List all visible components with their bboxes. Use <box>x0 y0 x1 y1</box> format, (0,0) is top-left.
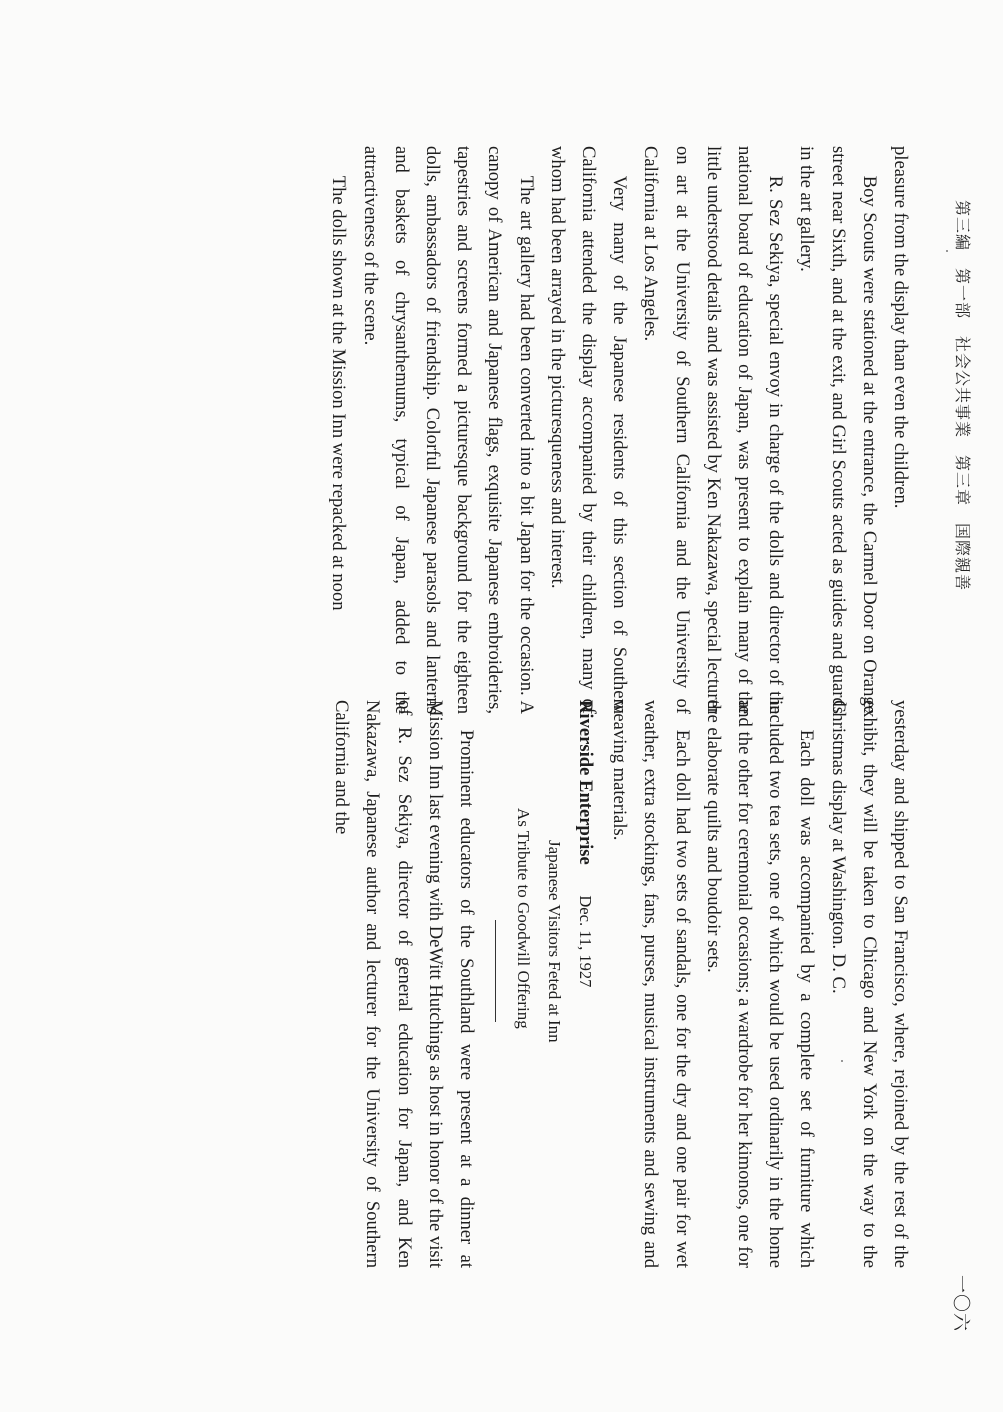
paragraph: Prominent educators of the Southland were present at a dinner at Mission Inn last evening with DeWitt Hutchings as host in honor of the visit of R. Sez Sekiya, director of general education for Japan, and Ken Nakazawa, Japanese author and lecturer for the University of Southern California and the <box>331 700 477 1268</box>
paragraph: pleasure from the display than even the children. <box>890 146 911 509</box>
newspaper-name: Riverside Enterprise <box>574 700 596 865</box>
running-title: 第三編 第一部 社会公共事業 第三章 国際親善 <box>953 200 972 592</box>
headline: Japanese Visitors Feted at Inn <box>544 840 564 1043</box>
right-column <box>326 700 916 1268</box>
newspaper-date: Dec. 11, 1927 <box>575 895 595 988</box>
paragraph: The art gallery had been converted into a bit Japan for the occasion. A canopy of American and Japanese flags, exquisite Japanese embroideries, tapestries and screens formed a picturesque background for the eighteen dolls, ambassadors of friendship. Colorful Japanese parasols and lanterns and baskets of chrysanthemums, typical of Japan, added to the attractiveness of the scene. <box>359 146 537 714</box>
subheadline: As Tribute to Goodwill Offering <box>513 808 533 1029</box>
scan-speck <box>946 250 948 252</box>
divider-rule <box>495 920 496 1022</box>
paragraph: Boy Scouts were stationed at the entrance, the Carmel Door on Orange street near Sixth, and at the exit, and Girl Scouts acted as guides and guards in the art gallery. <box>796 146 880 714</box>
paragraph: Each doll was accompanied by a complete set of furniture which included two tea sets, one of which would be used ordinarily in the home and the other for ceremonial occasions; a wardrobe for her kimonos, one for the elaborate quilts and boudoir sets. <box>702 700 818 1268</box>
page-header <box>945 200 975 1332</box>
paragraph: yesterday and shipped to San Francisco, where, rejoined by the rest of the exhibit, they will be taken to Chicago and New York on the way to the Christmas display at Washington. D. C. <box>827 700 911 1268</box>
paragraph: Very many of the Japanese residents of this section of Southern California attended the display accompanied by their children, many of whom had been arrayed in the picturesqueness and interest. <box>546 146 631 714</box>
left-column <box>323 146 916 714</box>
paragraph: The dolls shown at the Mission Inn were repacked at noon <box>328 175 350 611</box>
paragraph: R. Sez Sekiya, special envoy in charge of the dolls and director of the national board of education of Japan, was present to explain many of the little understood details and was assisted by Ken Nakazawa, special lecturer on art at the University of Southern California and the University of California at Los Angeles. <box>640 146 787 714</box>
paragraph: Each doll had two sets of sandals, one for the dry and one pair for wet weather, extra stockings, fans, purses, musical instruments and sewing and weaving materials. <box>609 700 693 1268</box>
page-number: 一〇六 <box>950 1275 971 1332</box>
scan-speck <box>841 1060 843 1062</box>
source-line <box>570 700 601 1268</box>
